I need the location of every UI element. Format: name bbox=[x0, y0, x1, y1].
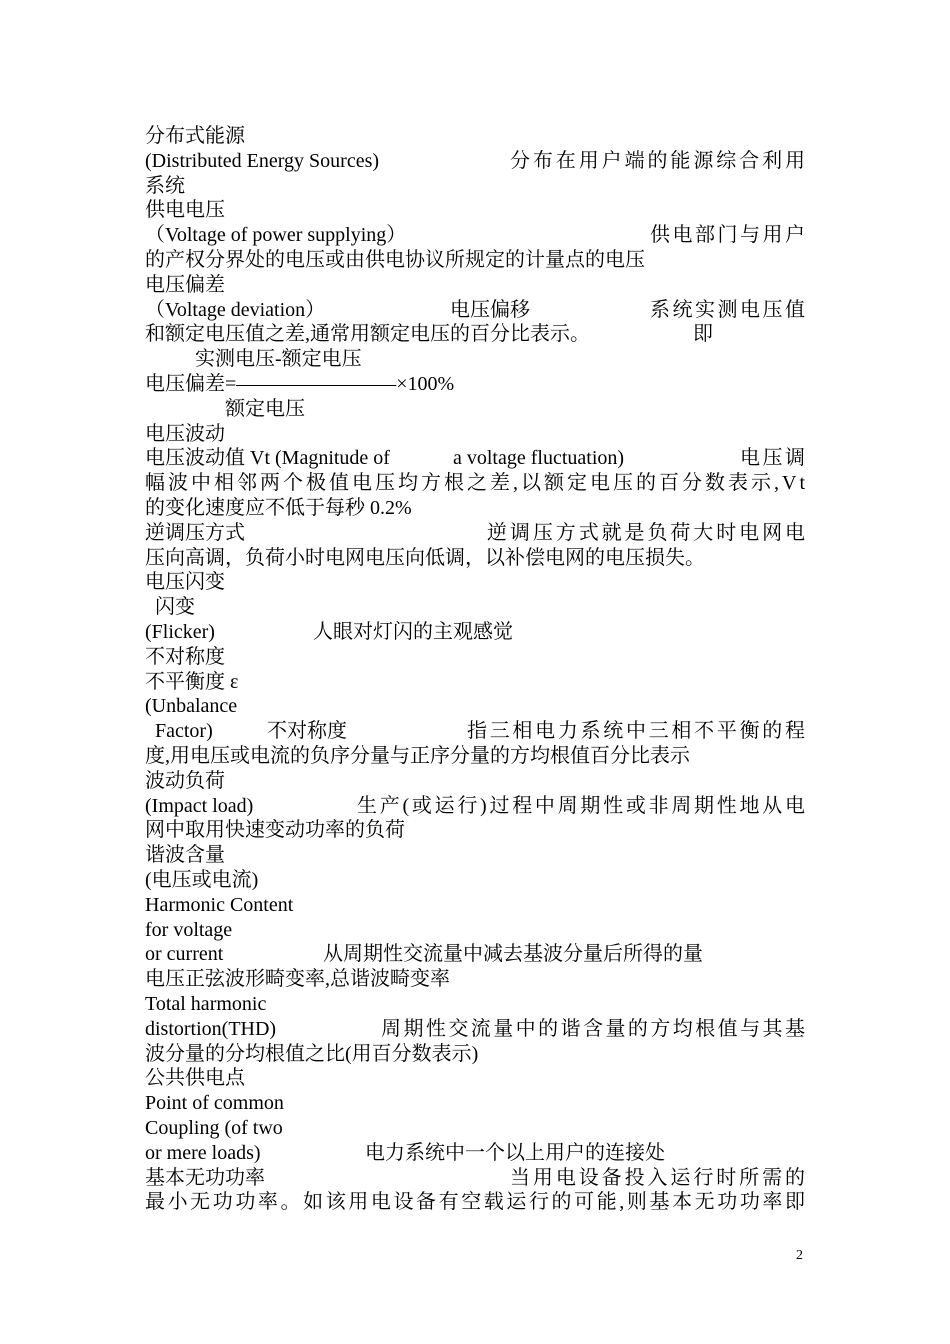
text-segment: or mere loads) bbox=[145, 1141, 261, 1164]
text-segment: (Impact load) bbox=[145, 794, 254, 817]
text-line bbox=[145, 1091, 805, 1116]
text-line bbox=[145, 719, 808, 744]
text-segment: 系统实测电压值 bbox=[650, 298, 808, 321]
text-line bbox=[145, 471, 808, 496]
text-line bbox=[145, 273, 805, 298]
text-segment: 逆调压方式就是负荷大时电网电 bbox=[487, 521, 808, 544]
text-segment: 从周期性交流量中减去基波分量后所得的量 bbox=[323, 943, 703, 966]
text-line bbox=[145, 1116, 805, 1141]
text-line bbox=[145, 942, 805, 967]
text-segment: or current bbox=[145, 943, 224, 966]
text-segment: 公共供电点 bbox=[145, 1067, 245, 1090]
text-line bbox=[145, 868, 805, 893]
text-segment: 指三相电力系统中三相不平衡的程 bbox=[467, 720, 808, 743]
text-segment: 分布在用户端的能源综合利用 bbox=[510, 149, 808, 172]
text-segment: 电压正弦波形畸变率,总谐波畸变率 bbox=[145, 968, 450, 991]
text-line bbox=[145, 198, 805, 223]
text-line bbox=[145, 620, 805, 645]
text-line bbox=[145, 1042, 805, 1067]
text-segment: 电压波动值 Vt (Magnitude of bbox=[145, 447, 390, 470]
text-line bbox=[145, 992, 805, 1017]
text-line bbox=[145, 372, 805, 397]
text-segment: Factor) bbox=[155, 720, 213, 743]
text-segment: distortion(THD) bbox=[145, 1017, 277, 1040]
text-line bbox=[145, 546, 805, 571]
text-segment: 电压闪变 bbox=[145, 571, 225, 594]
text-segment: Point of common bbox=[145, 1092, 284, 1115]
text-segment: Coupling (of two bbox=[145, 1117, 283, 1139]
text-segment: 即 bbox=[693, 323, 713, 346]
text-line bbox=[145, 918, 805, 943]
text-segment: for voltage bbox=[145, 918, 233, 941]
text-line bbox=[145, 1066, 805, 1091]
text-line bbox=[145, 744, 805, 769]
text-segment: 不平衡度 ε bbox=[145, 670, 239, 693]
text-line bbox=[145, 645, 805, 670]
text-segment: 电压调 bbox=[740, 447, 808, 470]
text-segment: 逆调压方式 bbox=[145, 521, 245, 544]
text-line bbox=[145, 397, 805, 422]
text-segment: a voltage fluctuation) bbox=[453, 447, 625, 470]
text-segment: 电压偏差=————————×100% bbox=[145, 373, 455, 395]
text-segment: (电压或电流) bbox=[145, 869, 259, 891]
text-segment: 电压偏移 bbox=[450, 298, 530, 321]
text-line bbox=[145, 694, 805, 719]
text-segment: 最小无功功率。如该用电设备有空载运行的可能,则基本无功功率即 bbox=[145, 1191, 808, 1214]
text-segment: 供电电压 bbox=[145, 199, 225, 222]
text-line bbox=[145, 347, 805, 372]
text-segment: 实测电压-额定电压 bbox=[195, 348, 362, 371]
text-line bbox=[145, 174, 805, 199]
text-segment: 谐波含量 bbox=[145, 844, 225, 867]
text-line bbox=[145, 794, 808, 819]
text-segment: （Voltage deviation） bbox=[145, 298, 326, 321]
text-segment: 幅波中相邻两个极值电压均方根之差,以额定电压的百分数表示,Vt bbox=[145, 472, 808, 495]
text-line bbox=[145, 818, 805, 843]
text-segment: (Flicker) bbox=[145, 621, 215, 643]
text-line bbox=[145, 1166, 808, 1191]
text-line bbox=[145, 1190, 808, 1215]
text-segment: 不对称度 bbox=[145, 645, 225, 668]
text-line bbox=[145, 124, 805, 149]
text-segment: Harmonic Content bbox=[145, 893, 294, 916]
text-segment: 电压波动 bbox=[145, 422, 225, 445]
text-segment: 系统 bbox=[145, 174, 185, 197]
text-line bbox=[145, 769, 805, 794]
text-segment: 度,用电压或电流的负序分量与正序分量的方均根值百分比表示 bbox=[145, 745, 690, 767]
text-segment: 额定电压 bbox=[225, 397, 305, 420]
page-number: 2 bbox=[796, 1248, 803, 1263]
text-line bbox=[145, 1141, 805, 1166]
text-line bbox=[145, 967, 805, 992]
text-segment: 闪变 bbox=[155, 596, 195, 619]
text-segment: 压向高调，负荷小时电网电压向低调，以补偿电网的电压损失。 bbox=[145, 546, 705, 569]
text-line bbox=[145, 248, 805, 273]
text-line bbox=[145, 670, 805, 695]
text-segment: 和额定电压值之差,通常用额定电压的百分比表示。 bbox=[145, 323, 590, 346]
text-line bbox=[145, 496, 805, 521]
text-segment: 的产权分界处的电压或由供电协议所规定的计量点的电压 bbox=[145, 249, 645, 271]
text-segment: (Distributed Energy Sources) bbox=[145, 149, 380, 172]
text-segment: 的变化速度应不低于每秒 0.2% bbox=[145, 497, 412, 519]
text-segment: 分布式能源 bbox=[145, 125, 245, 147]
text-segment: 电力系统中一个以上用户的连接处 bbox=[365, 1141, 665, 1164]
text-line bbox=[145, 322, 805, 347]
text-segment: 当用电设备投入运行时所需的 bbox=[510, 1166, 808, 1189]
text-line bbox=[145, 570, 805, 595]
text-line bbox=[145, 446, 808, 471]
text-segment: 基本无功功率 bbox=[145, 1166, 265, 1189]
text-line bbox=[145, 595, 805, 620]
text-segment: 波动负荷 bbox=[145, 769, 225, 792]
text-segment: 波分量的分均根值之比(用百分数表示) bbox=[145, 1042, 479, 1065]
text-line bbox=[145, 223, 808, 248]
text-line bbox=[145, 298, 808, 323]
text-segment: 人眼对灯闪的主观感觉 bbox=[313, 621, 513, 643]
text-segment: 生产(或运行)过程中周期性或非周期性地从电 bbox=[357, 794, 808, 817]
text-segment: （Voltage of power supplying） bbox=[145, 224, 407, 247]
text-line bbox=[145, 843, 805, 868]
text-segment: 电压偏差 bbox=[145, 273, 225, 296]
text-segment: (Unbalance bbox=[145, 695, 238, 718]
text-line bbox=[145, 521, 808, 546]
text-segment: 不对称度 bbox=[267, 720, 347, 743]
text-line bbox=[145, 149, 808, 174]
text-segment: 周期性交流量中的谐含量的方均根值与其基 bbox=[381, 1017, 808, 1040]
text-segment: 网中取用快速变动功率的负荷 bbox=[145, 819, 405, 842]
text-segment: 供电部门与用户 bbox=[650, 224, 808, 247]
text-line bbox=[145, 893, 805, 918]
text-segment: Total harmonic bbox=[145, 993, 267, 1015]
text-line bbox=[145, 422, 805, 447]
text-line bbox=[145, 1017, 808, 1042]
